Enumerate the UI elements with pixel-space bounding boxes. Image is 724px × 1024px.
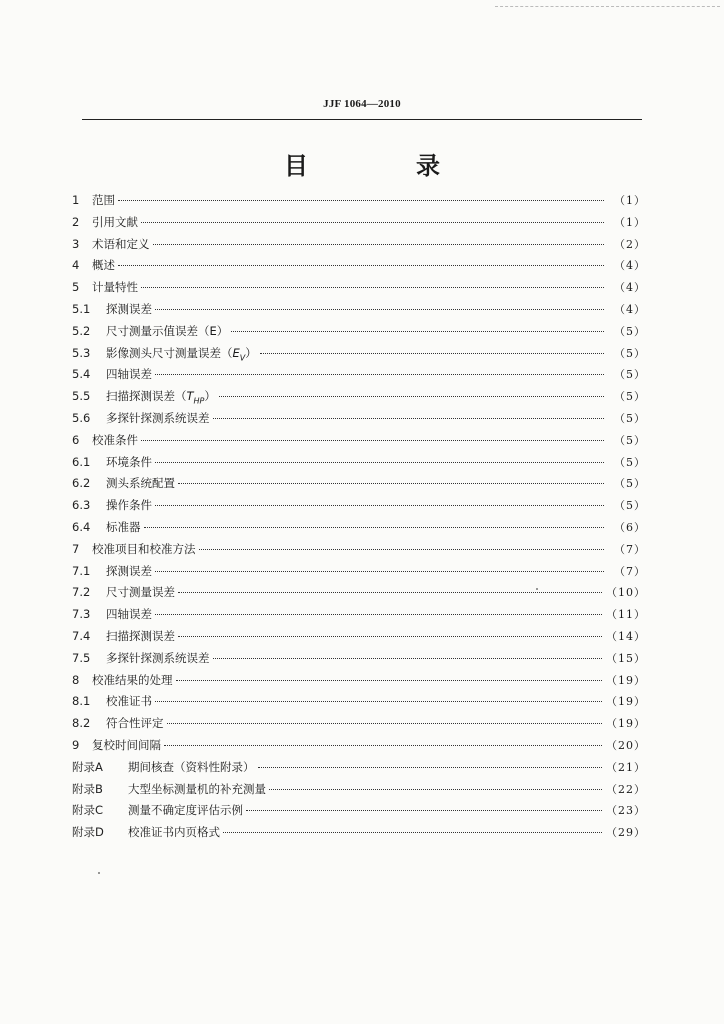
- toc-entry-number: 附录A: [72, 759, 103, 774]
- dot-leader: [213, 658, 603, 659]
- dot-leader: [118, 200, 604, 201]
- toc-entry[interactable]: [72, 452, 646, 474]
- toc-entry-number: 7.4: [72, 628, 91, 643]
- toc-entry[interactable]: [72, 517, 646, 539]
- toc-entry-number: 7.3: [72, 607, 91, 622]
- toc-entry[interactable]: [72, 212, 646, 234]
- dot-leader: [155, 462, 604, 463]
- toc-entry[interactable]: [72, 495, 646, 517]
- toc-entry-label: 概述: [92, 258, 115, 273]
- toc-entry-label: 校准结果的处理: [92, 672, 173, 687]
- toc-entry[interactable]: [72, 561, 646, 583]
- toc-entry-label: 测量不确定度评估示例: [128, 803, 243, 818]
- toc-entry[interactable]: [72, 255, 646, 277]
- toc-entry-page: （19）: [606, 673, 646, 687]
- toc-entry-number: 1: [72, 193, 80, 207]
- standard-code-header: JJF 1064—2010: [323, 98, 401, 110]
- toc-entry-label: 范围: [92, 193, 115, 207]
- toc-entry-number: 6.2: [72, 476, 91, 491]
- dot-leader: [167, 723, 603, 724]
- toc-entry-number: 7.1: [72, 563, 91, 578]
- toc-entry[interactable]: [72, 604, 646, 626]
- toc-entry-page: （7）: [614, 542, 646, 556]
- dot-leader: [269, 789, 602, 790]
- toc-entry-label: 扫描探测误差$(T_{HP})$: [106, 389, 216, 406]
- dot-leader: [178, 636, 602, 637]
- toc-entry-page: （4）: [614, 259, 646, 273]
- dot-leader: [246, 810, 602, 811]
- toc-entry-number: 6.3: [72, 498, 91, 513]
- toc-entry-number: 5.4: [72, 367, 91, 382]
- toc-entry-page: （5）: [614, 455, 646, 469]
- toc-entry-page: （1）: [614, 194, 646, 207]
- toc-entry-page: （5）: [614, 324, 646, 338]
- toc-entry-label: 复校时间间隔: [92, 737, 161, 752]
- toc-entry[interactable]: [72, 321, 646, 343]
- toc-entry[interactable]: [72, 473, 646, 495]
- toc-entry[interactable]: [72, 800, 646, 822]
- toc-entry-number: 5.2: [72, 323, 91, 338]
- toc-entry-page: （6）: [614, 520, 646, 534]
- toc-entry[interactable]: [72, 386, 646, 408]
- toc-entry-label: 校准条件: [92, 432, 138, 447]
- toc-entry-page: （5）: [614, 346, 646, 360]
- toc-entry-label: 计量特性: [92, 280, 138, 295]
- dot-leader: [141, 287, 604, 288]
- scan-speck: [536, 588, 538, 590]
- toc-entry-number: 8: [72, 672, 80, 687]
- toc-entry-page: （5）: [614, 477, 646, 491]
- toc-entry-page: （4）: [614, 281, 646, 295]
- dot-leader: [118, 265, 604, 266]
- toc-entry-page: （11）: [606, 608, 646, 622]
- toc-entry-page: （5）: [614, 368, 646, 382]
- toc-entry-label: 扫描探测误差: [106, 628, 175, 643]
- toc-entry[interactable]: [72, 430, 646, 452]
- toc-entry-label: 操作条件: [106, 498, 152, 513]
- toc-entry-label: 术语和定义: [92, 236, 150, 251]
- dot-leader: [155, 614, 602, 615]
- scan-speck: [98, 872, 100, 874]
- toc-entry-number: 4: [72, 258, 80, 273]
- toc-entry-number: 5.6: [72, 410, 91, 425]
- toc-entry[interactable]: [72, 190, 646, 212]
- dot-leader: [155, 505, 604, 506]
- toc-entry-label: 多探针探测系统误差: [106, 410, 210, 425]
- dot-leader: [176, 680, 603, 681]
- toc-entry-page: （2）: [614, 237, 646, 251]
- toc-entry[interactable]: [72, 648, 646, 670]
- toc-entry-label: 探测误差: [106, 301, 152, 316]
- toc-entry[interactable]: [72, 343, 646, 365]
- toc-entry-number: 3: [72, 236, 80, 251]
- toc-entry-label: 标准器: [106, 519, 141, 534]
- dot-leader: [199, 549, 605, 550]
- dot-leader: [141, 222, 604, 223]
- toc-entry[interactable]: [72, 539, 646, 561]
- toc-entry[interactable]: [72, 735, 646, 757]
- dot-leader: [178, 483, 604, 484]
- dot-leader: [153, 244, 605, 245]
- toc-entry[interactable]: [72, 757, 646, 779]
- toc-entry-number: 6: [72, 432, 80, 447]
- toc-entry-label: 引用文献: [92, 214, 138, 229]
- toc-entry-number: 8.2: [72, 716, 91, 731]
- toc-entry-page: （22）: [606, 782, 646, 796]
- toc-entry-label: 校准项目和校准方法: [92, 541, 196, 556]
- dot-leader: [219, 396, 604, 397]
- toc-entry[interactable]: [72, 713, 646, 735]
- header-rule: [82, 119, 642, 120]
- toc-entry-label: 影像测头尺寸测量误差$(E_V)$: [106, 345, 257, 362]
- toc-entry[interactable]: [72, 408, 646, 430]
- dot-leader: [155, 309, 604, 310]
- toc-entry-number: 附录D: [72, 825, 104, 840]
- toc-entry-label: 环境条件: [106, 454, 152, 469]
- toc-entry-page: （15）: [606, 651, 646, 665]
- toc-entry-number: 5.1: [72, 301, 91, 316]
- toc-entry[interactable]: [72, 582, 646, 604]
- toc-entry-number: 9: [72, 737, 80, 752]
- dot-leader: [178, 592, 602, 593]
- toc-entry-label: 大型坐标测量机的补充测量: [128, 781, 266, 796]
- toc-entry-label: 校准证书内页格式: [128, 825, 220, 840]
- toc-entry[interactable]: [72, 299, 646, 321]
- toc-entry-label: 符合性评定: [106, 716, 164, 731]
- toc-entry-number: 附录C: [72, 803, 104, 818]
- dot-leader: [155, 571, 604, 572]
- toc-entry[interactable]: [72, 779, 646, 801]
- toc-entry[interactable]: [72, 691, 646, 713]
- toc-entry-page: （5）: [614, 433, 646, 447]
- toc-entry-page: （23）: [606, 804, 646, 818]
- toc-entry-page: （5）: [614, 411, 646, 425]
- toc-entry-page: （29）: [606, 826, 646, 840]
- toc-entry-number: 6.1: [72, 454, 91, 469]
- toc-entry-page: （5）: [614, 499, 646, 513]
- toc-entry-number: 5.3: [72, 345, 91, 360]
- toc-entry-label: 尺寸测量示值误差（E）: [106, 323, 229, 338]
- toc-entry[interactable]: [72, 277, 646, 299]
- toc-entry-number: 6.4: [72, 519, 91, 534]
- toc-entry-page: （7）: [614, 564, 646, 578]
- dot-leader: [144, 527, 605, 528]
- toc-entry-number: 2: [72, 214, 80, 229]
- toc-entry-page: （19）: [606, 695, 646, 709]
- toc-entry-page: （1）: [614, 215, 646, 229]
- toc-entry-page: （5）: [614, 390, 646, 404]
- toc-entry-number: 7.5: [72, 650, 91, 665]
- toc-entry-label: 尺寸测量误差: [106, 585, 175, 600]
- dot-leader: [223, 832, 602, 833]
- toc-entry[interactable]: [72, 626, 646, 648]
- dot-leader: [155, 701, 602, 702]
- toc-entry-number: 5.5: [72, 389, 91, 404]
- toc-entry[interactable]: [72, 670, 646, 692]
- toc-entry-page: （4）: [614, 302, 646, 316]
- toc-title: 目 录: [284, 152, 482, 180]
- toc-entry-label: 探测误差: [106, 563, 152, 578]
- toc-entry-label: 校准证书: [106, 694, 152, 709]
- toc-entry-page: （19）: [606, 717, 646, 731]
- toc-entry-number: 附录B: [72, 781, 103, 796]
- table-of-contents: [72, 190, 646, 844]
- dot-leader: [258, 767, 603, 768]
- toc-entry-page: （21）: [606, 760, 646, 774]
- toc-entry[interactable]: [72, 234, 646, 256]
- toc-entry-label: 期间核查（资料性附录）: [128, 759, 255, 774]
- toc-entry-label: 测头系统配置: [106, 476, 175, 491]
- toc-entry[interactable]: [72, 822, 646, 844]
- dot-leader: [213, 418, 605, 419]
- toc-entry-label: 四轴误差: [106, 367, 152, 382]
- toc-entry-page: （10）: [606, 586, 646, 600]
- toc-entry-label: 多探针探测系统误差: [106, 650, 210, 665]
- toc-entry-number: 7: [72, 541, 80, 556]
- dot-leader: [155, 374, 604, 375]
- toc-entry-label: 四轴误差: [106, 607, 152, 622]
- toc-entry-page: （14）: [606, 629, 646, 643]
- dot-leader: [164, 745, 602, 746]
- dot-leader: [141, 440, 604, 441]
- toc-entry-number: 8.1: [72, 694, 91, 709]
- toc-entry-page: （20）: [606, 738, 646, 752]
- dot-leader: [231, 331, 604, 332]
- toc-entry-number: 5: [72, 280, 80, 295]
- scan-edge-mark: [495, 6, 720, 7]
- dot-leader: [260, 353, 604, 354]
- toc-entry-number: 7.2: [72, 585, 91, 600]
